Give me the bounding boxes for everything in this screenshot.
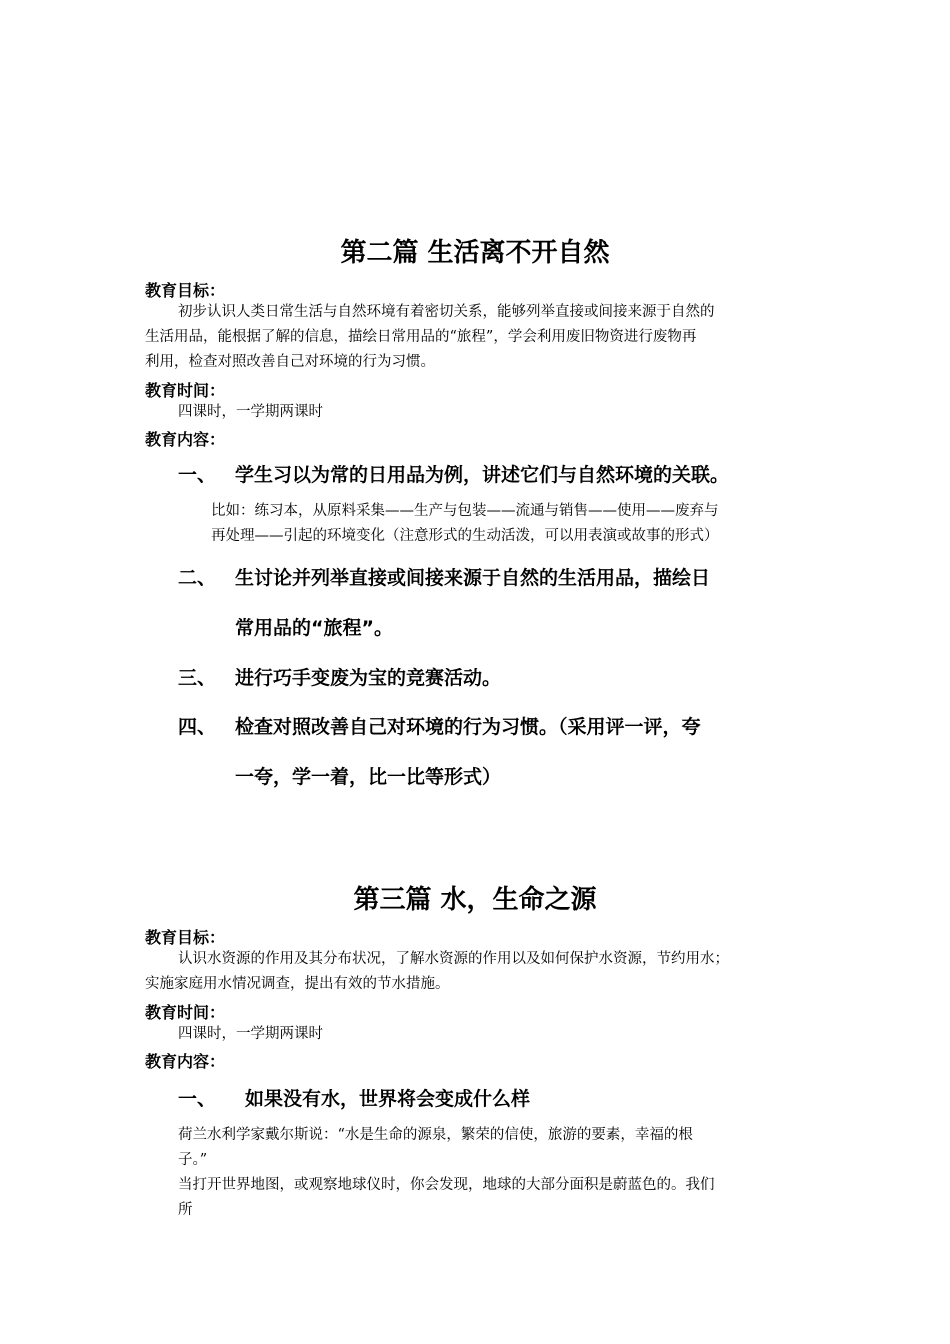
section2-time-text: 四课时，一学期两课时 bbox=[178, 404, 323, 420]
section3-title: 第三篇 水，生命之源 bbox=[353, 885, 597, 915]
section2-item4-line-1: 检查对照改善自己对环境的行为习惯。（采用评一评，夸 bbox=[235, 716, 701, 738]
section2-time-label: 教育时间： bbox=[145, 381, 226, 400]
section3-time-label: 教育时间： bbox=[145, 1003, 226, 1022]
section2-goal-line-3: 利用，检查对照改善自己对环境的行为习惯。 bbox=[145, 354, 435, 370]
section2-example-line-2: 再处理——引起的环境变化（注意形式的生动活泼，可以用表演或故事的形式） bbox=[211, 528, 719, 544]
section2-item4-line-2: 一夸，学一着，比一比等形式） bbox=[235, 766, 502, 788]
section2-item2-num: 二、 bbox=[178, 567, 217, 589]
section2-goal-label: 教育目标： bbox=[145, 281, 226, 300]
section2-example-line-1: 比如：练习本，从原料采集——生产与包装——流通与销售——使用——废弃与 bbox=[211, 503, 719, 519]
section2-item3-num: 三、 bbox=[178, 667, 217, 689]
section2-title: 第二篇 生活离不开自然 bbox=[340, 238, 610, 268]
section3-goal-label: 教育目标： bbox=[145, 928, 226, 947]
section3-para-line-2: 子。” bbox=[178, 1152, 208, 1168]
section2-item1-text: 学生习以为常的日用品为例，讲述它们与自然环境的关联。 bbox=[235, 464, 730, 486]
section3-goal-line-2: 实施家庭用水情况调查，提出有效的节水措施。 bbox=[145, 976, 450, 992]
section3-para-line-3: 当打开世界地图，或观察地球仪时，你会发现，地球的大部分面积是蔚蓝色的。我们 bbox=[178, 1177, 715, 1193]
section2-goal-line-1: 初步认识人类日常生活与自然环境有着密切关系，能够列举直接或间接来源于自然的 bbox=[178, 304, 715, 320]
section2-item1-num: 一、 bbox=[178, 464, 217, 486]
section3-para-line-4: 所 bbox=[178, 1202, 193, 1218]
section3-goal-line-1: 认识水资源的作用及其分布状况，了解水资源的作用以及如何保护水资源，节约用水； bbox=[178, 951, 729, 967]
section3-item1-num: 一、 bbox=[178, 1088, 217, 1110]
section2-item2-line-1: 生讨论并列举直接或间接来源于自然的生活用品，描绘日 bbox=[235, 567, 711, 589]
section2-item2-line-2: 常用品的“旅程”。 bbox=[235, 617, 393, 639]
section3-time-text: 四课时，一学期两课时 bbox=[178, 1026, 323, 1042]
section3-para-line-1: 荷兰水利学家戴尔斯说：“水是生命的源泉，繁荣的信使，旅游的要素，幸福的根 bbox=[178, 1127, 693, 1143]
section3-item1-text: 如果没有水，世界将会变成什么样 bbox=[245, 1088, 531, 1110]
section2-goal-line-2: 生活用品，能根据了解的信息，描绘日常用品的“旅程”，学会利用废旧物资进行废物再 bbox=[145, 329, 697, 345]
section3-content-label: 教育内容： bbox=[145, 1052, 226, 1071]
section2-content-label: 教育内容： bbox=[145, 430, 226, 449]
section2-item3-text: 进行巧手变废为宝的竞赛活动。 bbox=[235, 667, 502, 689]
section2-item4-num: 四、 bbox=[178, 716, 217, 738]
